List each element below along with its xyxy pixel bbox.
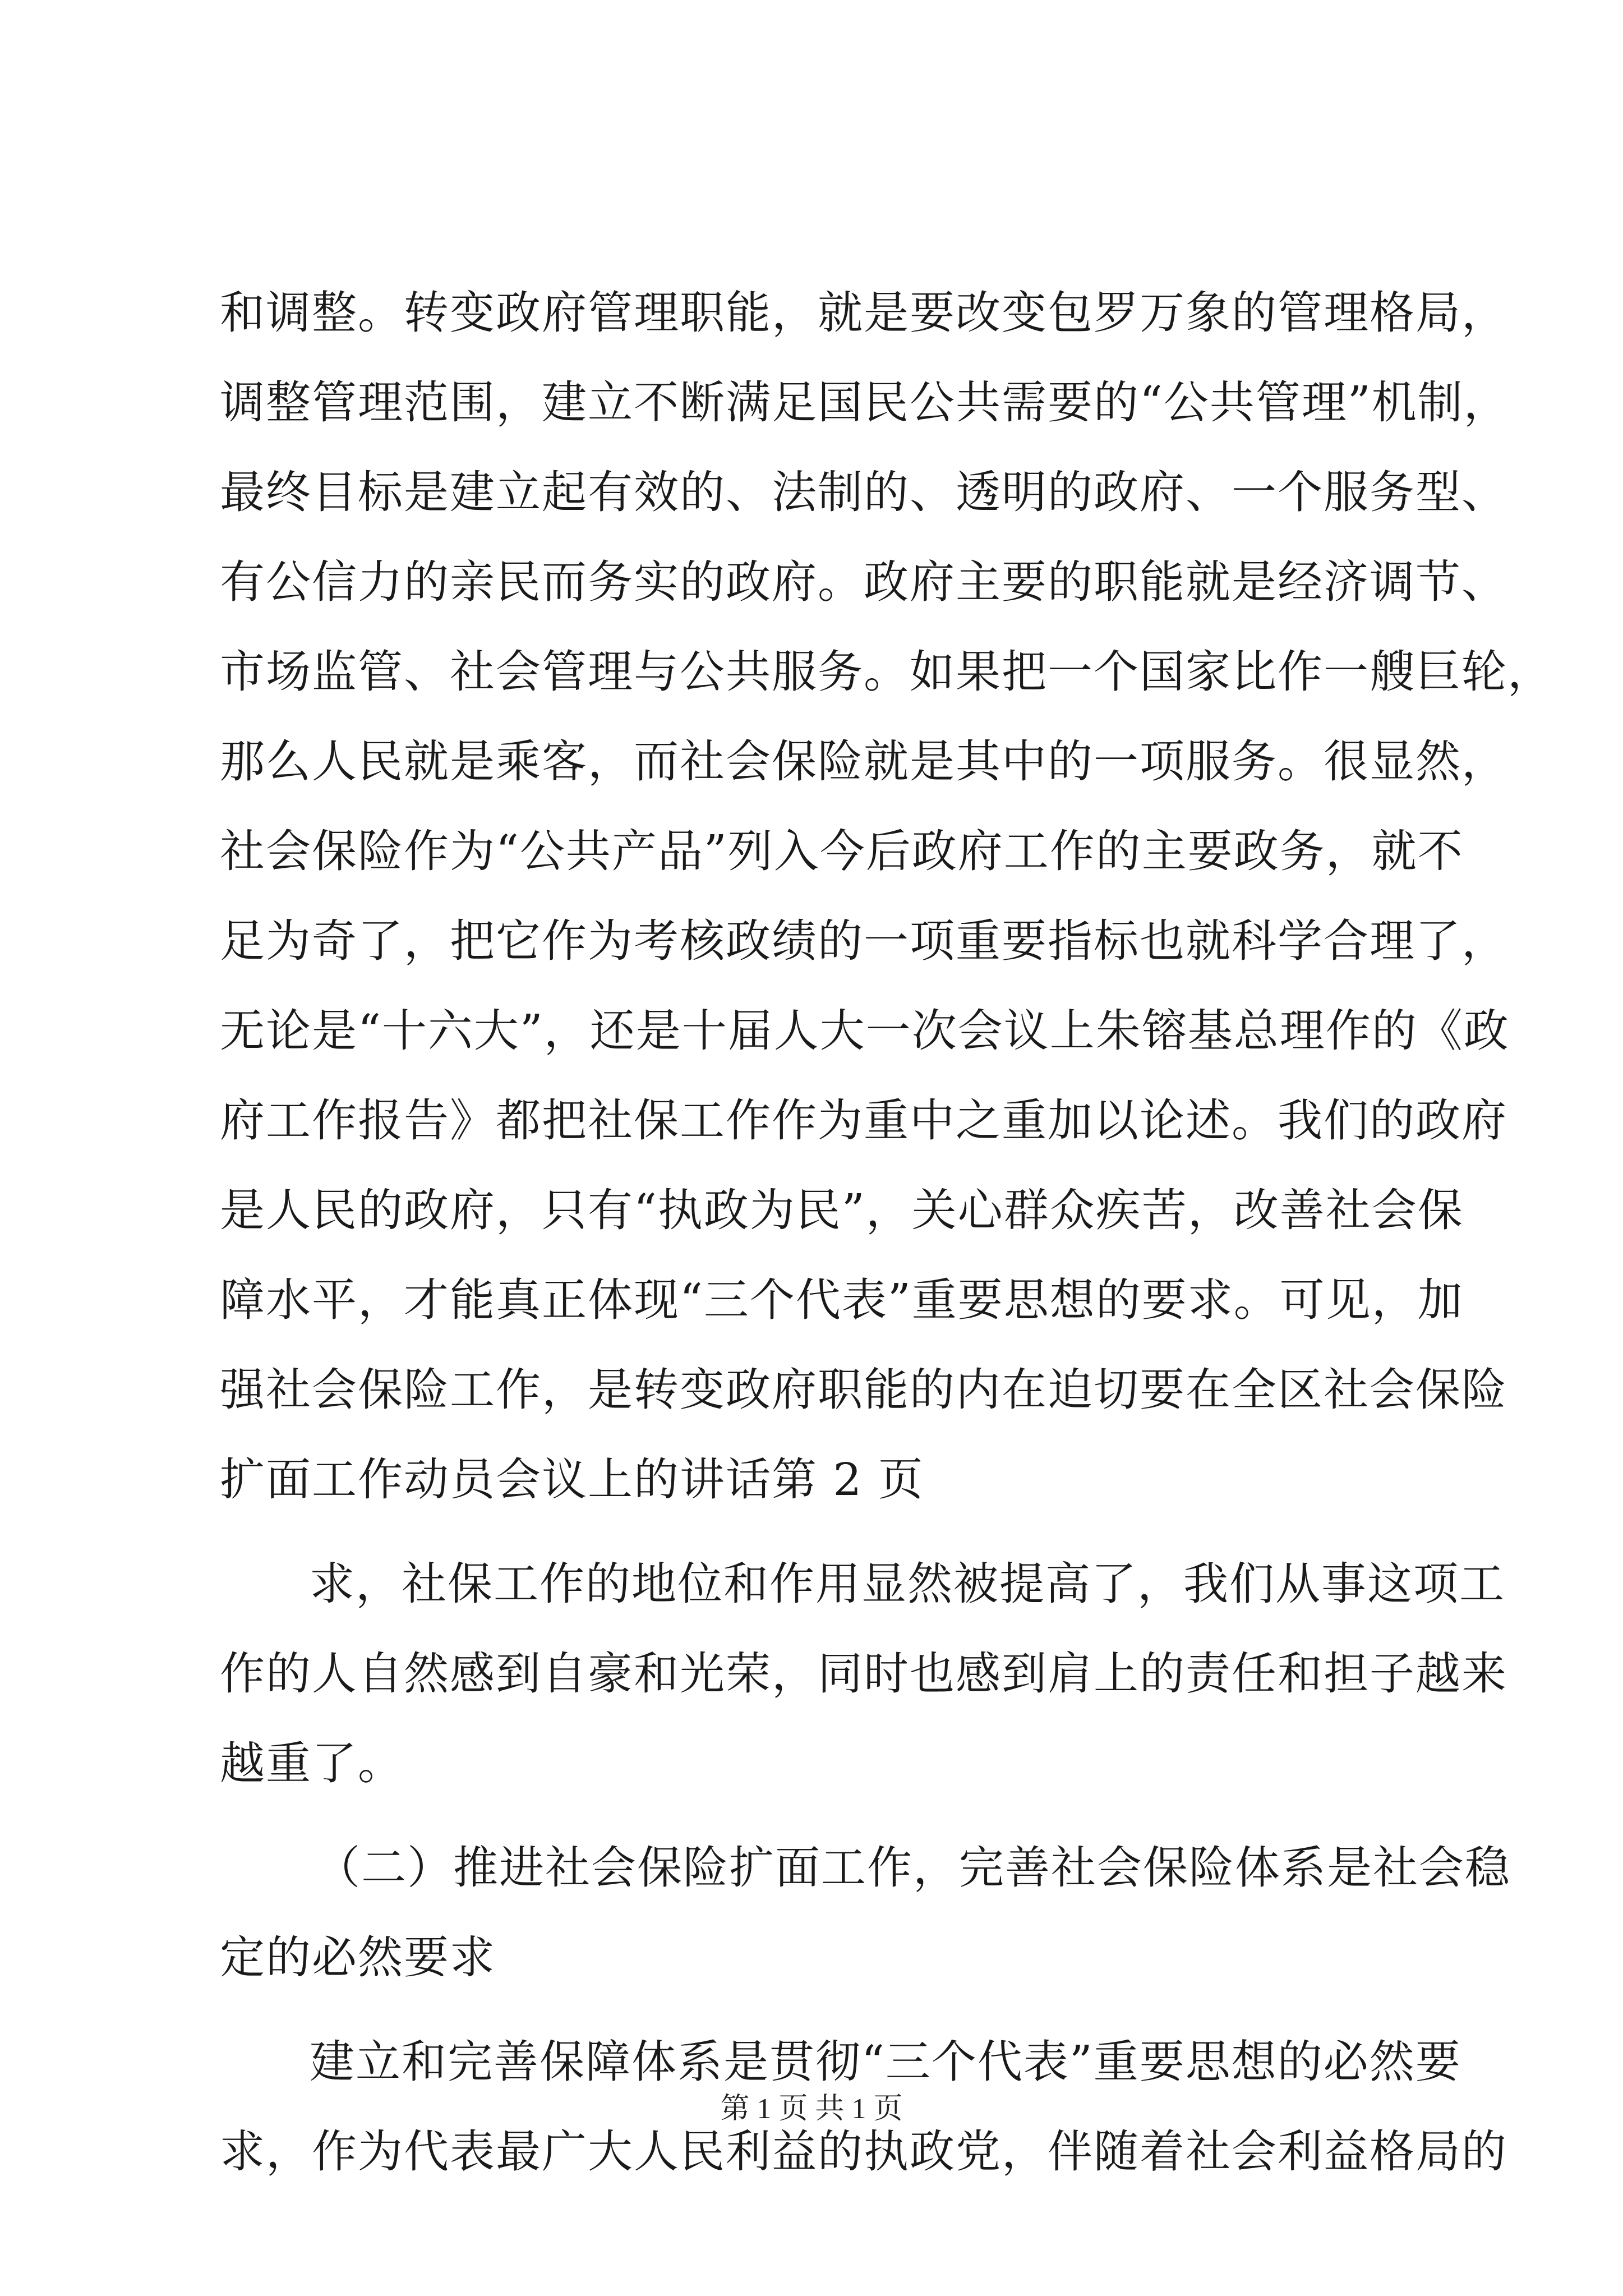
text-line: 那么人民就是乘客，而社会保险就是其中的一项服务。很显然， (220, 735, 1507, 788)
paragraph (220, 268, 1553, 1525)
text-line: 市场监管、社会管理与公共服务。如果把一个国家比作一艘巨轮， (220, 646, 1553, 698)
text-line: 建立和完善保障体系是贯彻“三个代表”重要思想的必然要 (310, 2036, 1461, 2088)
text-line: 强社会保险工作，是转变政府职能的内在迫切要在全区社会保险 (220, 1364, 1507, 1416)
text-line: 求，作为代表最广大人民利益的执政党，伴随着社会利益格局的 (220, 2125, 1507, 2178)
text-line: 社会保险作为“公共产品”列入今后政府工作的主要政务，就不 (220, 825, 1464, 877)
text-line: （二）推进社会保险扩面工作，完善社会保险体系是社会稳 (315, 1842, 1511, 1894)
text-line: 求，社保工作的地位和作用显然被提高了，我们从事这项工 (310, 1558, 1505, 1610)
text-line: 和调整。转变政府管理职能，就是要改变包罗万象的管理格局， (220, 287, 1507, 339)
text-line: 有公信力的亲民而务实的政府。政府主要的职能就是经济调节、 (220, 556, 1507, 608)
section-heading (220, 1823, 1511, 2003)
text-line: 扩面工作动员会议上的讲话第 2 页 (220, 1453, 924, 1506)
text-line: 最终目标是建立起有效的、法制的、透明的政府、一个服务型、 (220, 466, 1507, 518)
text-line: 定的必然要求 (220, 1931, 496, 1984)
text-line: 是人民的政府，只有“执政为民”，关心群众疾苦，改善社会保 (220, 1184, 1464, 1236)
text-line: 越重了。 (220, 1737, 404, 1789)
paragraph (220, 1539, 1507, 1809)
text-line: 作的人自然感到自豪和光荣，同时也感到肩上的责任和担子越来 (220, 1648, 1507, 1700)
text-line: 府工作报告》都把社保工作作为重中之重加以论述。我们的政府 (220, 1094, 1507, 1147)
paragraph-spacer (220, 2003, 1414, 2017)
text-line: 无论是“十六大”，还是十届人大一次会议上朱镕基总理作的《政 (220, 1005, 1510, 1057)
page-number-footer: 第 1 页 共 1 页 (720, 2093, 903, 2125)
text-line: 调整管理范围，建立不断满足国民公共需要的“公共管理”机制， (220, 376, 1510, 429)
document-body (220, 268, 1553, 2197)
paragraph-spacer (220, 1809, 1414, 1823)
paragraph-spacer (220, 1525, 1414, 1539)
text-line: 障水平，才能真正体现“三个代表”重要思想的要求。可见，加 (220, 1274, 1464, 1326)
text-line: 足为奇了，把它作为考核政绩的一项重要指标也就科学合理了， (220, 915, 1507, 967)
